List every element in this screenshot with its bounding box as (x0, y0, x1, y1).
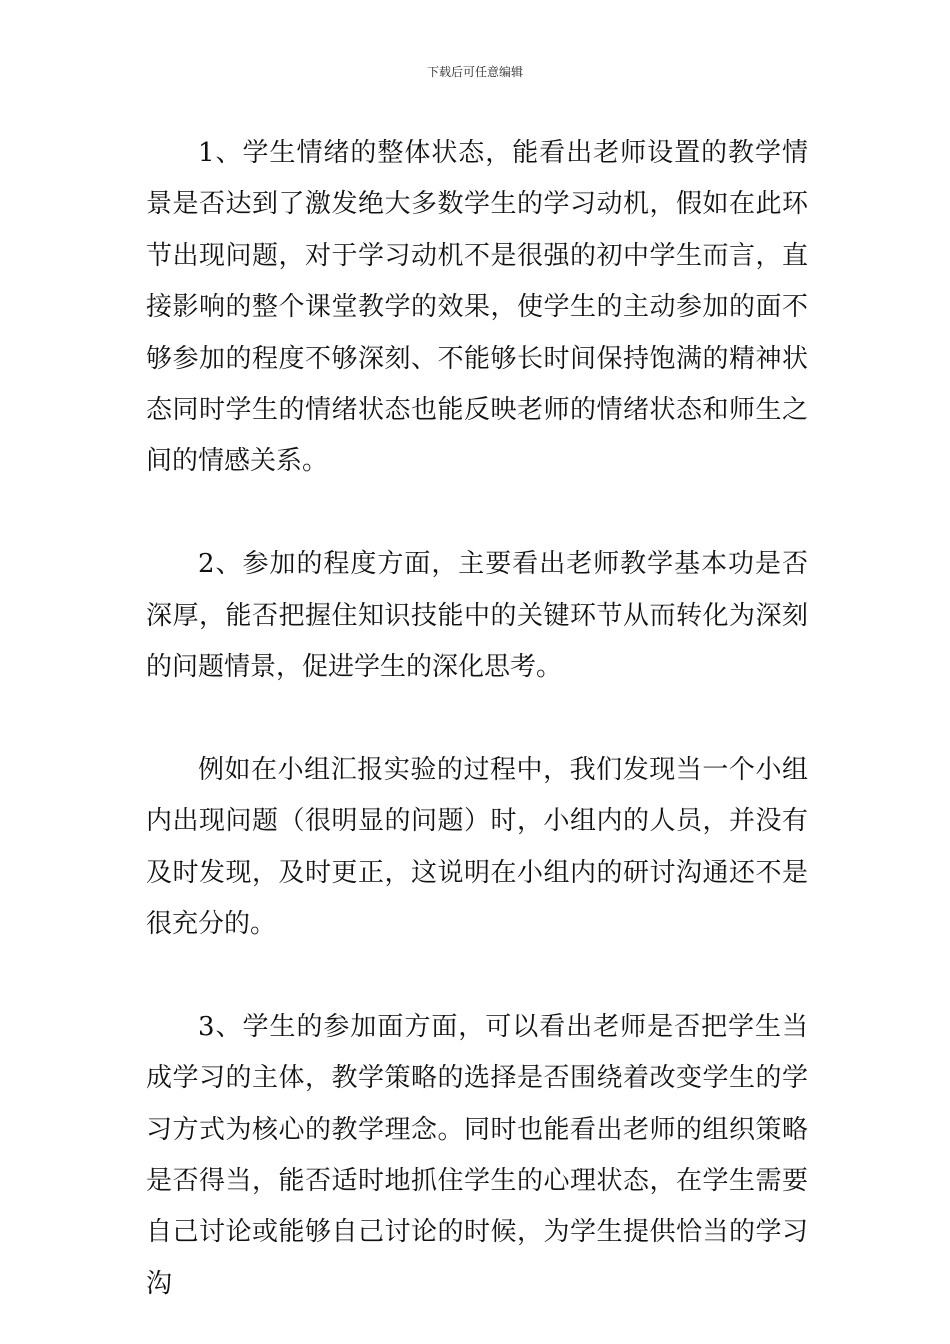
paragraph-spacer (146, 488, 808, 539)
paragraph-4: 3、学生的参加面方面，可以看出老师是否把学生当成学习的主体，教学策略的选择是否围绕着改变学生的学习方式为核心的教学理念。同时也能看出老师的组织策略是否得当，能否适时地抓住学生的心理状态，在学生需要自己讨论或能够自己讨论的时候，为学生提供恰当的学习沟 (146, 1011, 808, 1299)
paragraph-2: 2、参加的程度方面，主要看出老师教学基本功是否深厚，能否把握住知识技能中的关键环节从而转化为深刻的问题情景，促进学生的深化思考。 (146, 549, 808, 683)
document-body (146, 128, 808, 1310)
paragraph-3: 例如在小组汇报实验的过程中，我们发现当一个小组内出现问题（很明显的问题）时，小组内的人员，并没有及时发现，及时更正，这说明在小组内的研讨沟通还不是很充分的。 (146, 754, 808, 940)
paragraph-spacer (146, 693, 808, 744)
page-header: 下载后可任意编辑 (426, 65, 523, 79)
paragraph-spacer (146, 950, 808, 1001)
paragraph-1: 1、学生情绪的整体状态，能看出老师设置的教学情景是否达到了激发绝大多数学生的学习动机，假如在此环节出现问题，对于学习动机不是很强的初中学生而言，直接影响的整个课堂教学的效果，使学生的主动参加的面不够参加的程度不够深刻、不能够长时间保持饱满的精神状态同时学生的情绪状态也能反映老师的情绪状态和师生之间的情感关系。 (146, 138, 808, 477)
